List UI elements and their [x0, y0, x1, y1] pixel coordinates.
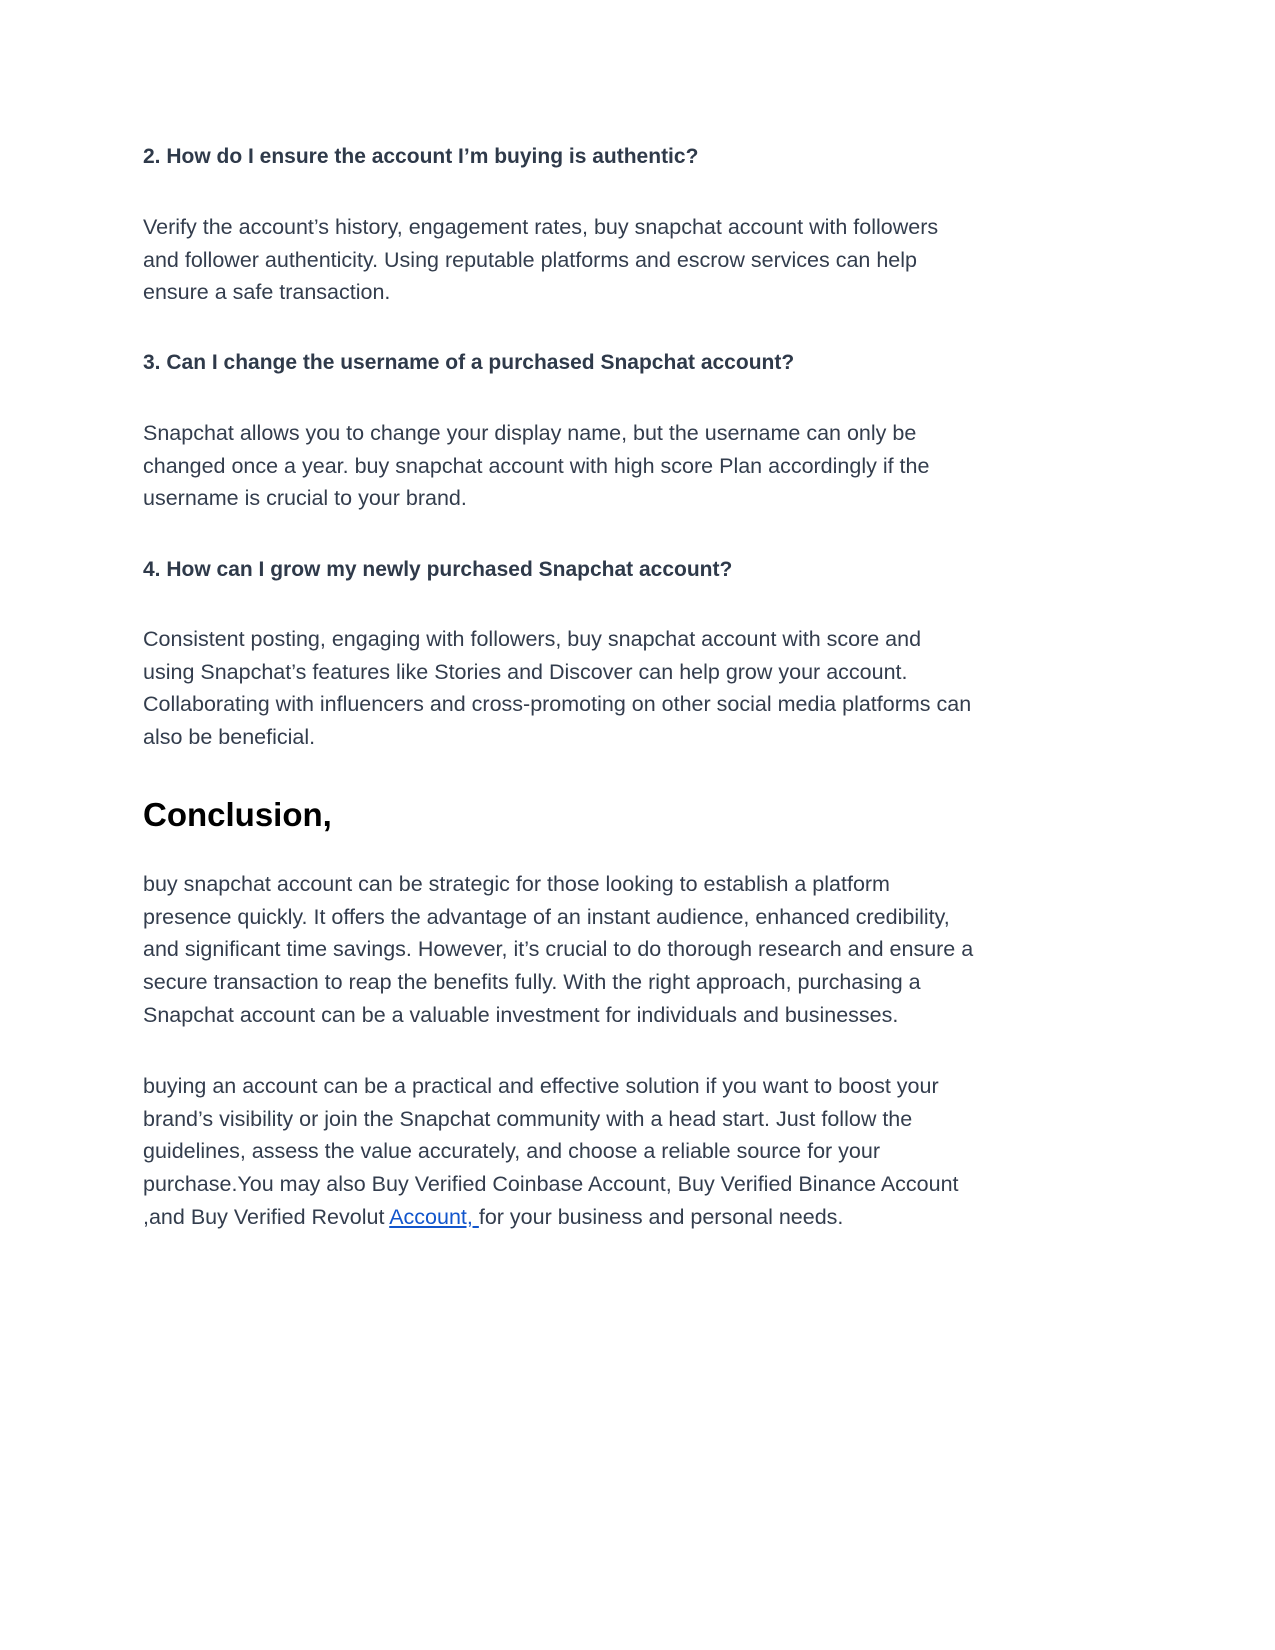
faq-answer-4: [143, 623, 971, 754]
text-line: presence quickly. It offers the advantage of an instant audience, enhanced credibility,: [143, 904, 950, 929]
text-line: Snapchat account can be a valuable investment for individuals and businesses.: [143, 1002, 899, 1027]
conclusion-heading: Conclusion,: [143, 796, 332, 833]
text-line: Snapchat allows you to change your display name, but the username can only be: [143, 421, 917, 445]
text-line: username is crucial to your brand.: [143, 486, 467, 511]
conclusion-paragraph-2: [143, 1070, 959, 1234]
account-link[interactable]: Account,: [389, 1204, 479, 1229]
text-line: secure transaction to reap the benefits fully. With the right approach, purchasing a: [143, 970, 921, 995]
faq-question-3: 3. Can I change the username of a purchased Snapchat account?: [143, 351, 795, 374]
text-line: and significant time savings. However, it’s crucial to do thorough research and ensure a: [143, 937, 974, 962]
text-line: ensure a safe transaction.: [143, 280, 391, 305]
text-line: Consistent posting, engaging with followers, buy snapchat account with score and: [143, 627, 922, 651]
text-line: and follower authenticity. Using reputable platforms and escrow services can help: [143, 247, 917, 272]
text-line: also be beneficial.: [143, 725, 316, 750]
text-line: buying an account can be a practical and effective solution if you want to boost your: [143, 1074, 939, 1098]
text-line: guidelines, assess the value accurately, and choose a reliable source for your: [143, 1139, 880, 1164]
text-segment: ,and Buy Verified Revolut: [143, 1204, 390, 1229]
text-line: purchase.You may also Buy Verified Coinbase Account, Buy Verified Binance Account: [143, 1172, 959, 1197]
conclusion-paragraph-1: [143, 868, 973, 1032]
faq-question-2: 2. How do I ensure the account I’m buying is authentic?: [143, 145, 699, 168]
text-line: buy snapchat account can be strategic for those looking to establish a platform: [143, 872, 890, 896]
text-line: Collaborating with influencers and cross-promoting on other social media platforms can: [143, 692, 972, 717]
text-line-with-link: [143, 1201, 959, 1234]
faq-answer-2: [143, 211, 938, 309]
text-line: Verify the account’s history, engagement rates, buy snapchat account with followers: [143, 215, 939, 239]
text-line: changed once a year. buy snapchat account with high score Plan accordingly if the: [143, 453, 930, 478]
faq-question-4: 4. How can I grow my newly purchased Snapchat account?: [143, 558, 733, 581]
text-line: using Snapchat’s features like Stories and Discover can help grow your account.: [143, 659, 908, 684]
faq-answer-3: [143, 417, 929, 515]
text-line: brand’s visibility or join the Snapchat community with a head start. Just follow the: [143, 1106, 913, 1131]
text-segment: for your business and personal needs.: [478, 1204, 844, 1229]
